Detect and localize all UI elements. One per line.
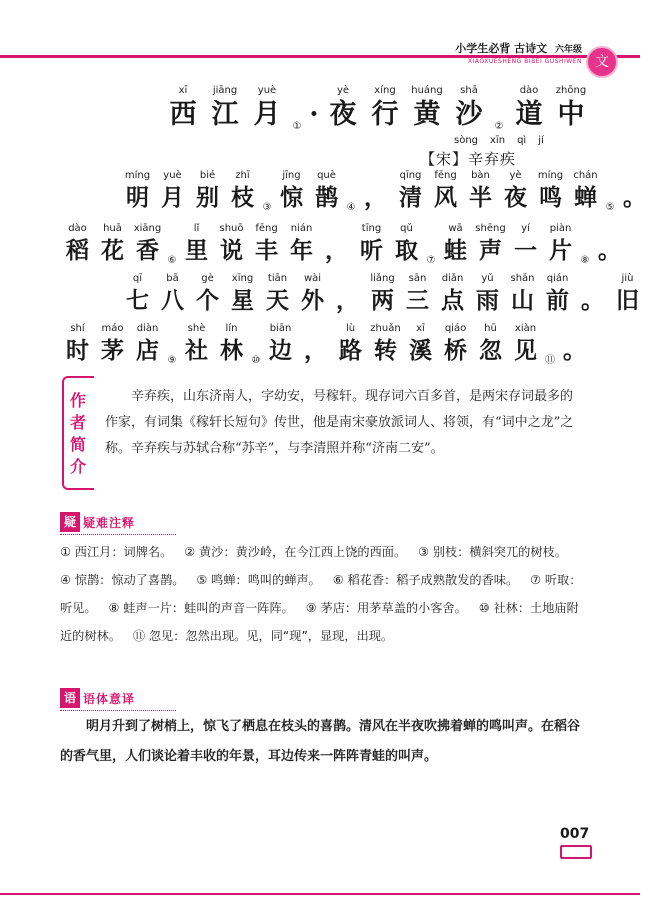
footnote-number: ⑩ — [251, 355, 261, 366]
hanzi: 月 — [161, 184, 184, 211]
hanzi: 蝉 — [574, 184, 597, 211]
hanzi: 风 — [434, 184, 457, 211]
poem-character — [60, 222, 95, 266]
hanzi: 行 — [371, 99, 399, 130]
poem-character — [284, 222, 319, 266]
note-item: ⑩ 社林：土地庙附近的树林。 — [60, 601, 579, 643]
hanzi: 忽 — [479, 337, 502, 364]
pinyin: zhōng — [555, 85, 587, 96]
pinyin: qiáo — [444, 323, 467, 334]
poem-character — [120, 169, 155, 213]
poem-character — [610, 272, 645, 316]
hanzi: 溪 — [409, 337, 432, 364]
pinyin: lǐ — [193, 223, 200, 234]
hanzi: 鹊 — [315, 184, 338, 211]
pinyin: fēng — [255, 223, 278, 234]
hanzi: 里 — [185, 237, 208, 264]
footnote-marker — [288, 107, 306, 132]
poem-character — [508, 84, 550, 132]
poem-character — [322, 84, 364, 132]
poem-punctuation — [298, 322, 333, 366]
header-badge-icon: 文 — [586, 46, 618, 78]
pinyin: xī — [416, 323, 425, 334]
poem-character — [155, 272, 190, 316]
hanzi: 。 — [581, 287, 604, 314]
pinyin: jiāng — [212, 85, 238, 96]
hanzi: 社 — [185, 337, 208, 364]
poem-character — [95, 322, 130, 366]
note-item: ⑨ 茅店：用茅草盖的小客舍。 — [305, 601, 467, 615]
pinyin: yǔ — [481, 273, 494, 284]
poem-author — [420, 135, 544, 169]
poem-character — [190, 272, 225, 316]
poem-character — [463, 169, 498, 213]
footnote-marker — [165, 341, 179, 366]
pinyin: shēng — [475, 223, 506, 234]
pinyin: yí — [521, 223, 530, 234]
hanzi: ， — [364, 184, 387, 211]
page-number-deco — [560, 845, 592, 859]
hanzi: 外 — [301, 287, 324, 314]
footnote-number: ② — [494, 121, 504, 132]
notes-divider — [60, 533, 176, 535]
footnote-marker — [165, 241, 179, 266]
title-separator — [306, 84, 322, 132]
pinyin: tīng — [361, 223, 382, 234]
pinyin: hū — [484, 323, 497, 334]
pinyin: xiàn — [514, 323, 537, 334]
note-item: ⑧ 蛙声一片：蛙叫的声音一阵阵。 — [108, 601, 294, 615]
pinyin: bàn — [471, 170, 490, 181]
translation-icon: 语 — [60, 688, 80, 708]
pinyin: dào — [68, 223, 87, 234]
poem-punctuation — [330, 272, 365, 316]
pinyin: wā — [448, 223, 463, 234]
pinyin: qī — [132, 273, 143, 284]
pinyin: shā — [460, 85, 478, 96]
note-item: ② 黄沙：黄沙岭，在今江西上饶的西面。 — [184, 545, 407, 559]
footnote-marker — [543, 337, 557, 366]
notes-list — [60, 538, 588, 650]
pinyin: diǎn — [441, 273, 464, 284]
pinyin: zhuǎn — [370, 323, 401, 334]
hanzi: 取 — [395, 237, 418, 264]
pinyin: míng — [124, 170, 151, 181]
author-pinyin-syllable: qì — [517, 135, 527, 146]
footnote-marker — [603, 188, 617, 213]
hanzi: 两 — [371, 287, 394, 314]
pinyin: tiān — [267, 273, 288, 284]
hanzi: 沙 — [455, 99, 483, 130]
note-item: ③ 别枝：横斜突兀的树枝。 — [418, 545, 567, 559]
footnote-marker — [424, 241, 438, 266]
header-title: 小学生必背 古诗文 六年级 — [455, 42, 582, 55]
pinyin: bié — [199, 170, 216, 181]
hanzi: 三 — [406, 287, 429, 314]
poem-character — [533, 169, 568, 213]
hanzi: 见 — [514, 337, 537, 364]
hanzi: 路 — [339, 337, 362, 364]
hanzi: 片 — [549, 237, 572, 264]
pinyin: diàn — [136, 323, 159, 334]
translation-heading — [60, 688, 135, 708]
pinyin: nián — [290, 223, 313, 234]
pinyin: biān — [269, 323, 292, 334]
poem-character — [130, 222, 165, 266]
poem-line-1 — [120, 169, 652, 213]
pinyin: yè — [509, 170, 522, 181]
poem-character — [393, 169, 428, 213]
hanzi: 明 — [126, 184, 149, 211]
poem-character — [508, 322, 543, 366]
hanzi: 枝 — [231, 184, 254, 211]
poem-line-4 — [60, 322, 592, 366]
author-pinyin-syllable: sòng — [454, 135, 479, 146]
poem-title — [162, 84, 592, 132]
poem-character — [246, 84, 288, 132]
poem-punctuation — [319, 222, 354, 266]
footnote-number: ① — [292, 121, 302, 132]
author-intro-text: 辛弃疾，山东济南人，字幼安，号稼轩。现存词六百多首，是两宋存词最多的作家，有词集《稼轩长短句》传世，他是南宋豪放派词人、将领，有“词中之龙”之称。辛弃疾与苏轼合称“苏辛”，与李清照并称“济南二安”。 — [105, 389, 574, 456]
poem-character — [95, 222, 130, 266]
footnote-number: ⑧ — [580, 255, 590, 266]
notes-label: 疑难注释 — [83, 515, 136, 530]
poem-character — [438, 322, 473, 366]
hanzi: 中 — [557, 99, 585, 130]
pinyin: yuè — [163, 170, 182, 181]
poem-character — [368, 322, 403, 366]
pinyin: huáng — [411, 85, 443, 96]
poem-character — [473, 222, 508, 266]
hanzi: 天 — [266, 287, 289, 314]
pinyin: huā — [103, 223, 122, 234]
poem-character — [225, 272, 260, 316]
pinyin: yè — [336, 85, 350, 96]
hanzi: ， — [325, 237, 348, 264]
poem-character — [400, 272, 435, 316]
page-number: 007 — [560, 826, 590, 842]
hanzi: 丰 — [255, 237, 278, 264]
hanzi: 清 — [399, 184, 422, 211]
translation-text: 明月升到了树梢上，惊飞了栖息在枝头的喜鹊。清风在半夜吹拂着蝉的鸣叫声。在稻谷的香气里，人们谈论着丰收的年景，耳边传来一阵阵青蛙的叫声。 — [60, 719, 581, 764]
hanzi: 别 — [196, 184, 219, 211]
translation-label: 语体意译 — [83, 691, 136, 706]
poem-character — [274, 169, 309, 213]
poem-character — [225, 169, 260, 213]
poem-character — [543, 222, 578, 266]
poem-character — [473, 322, 508, 366]
hanzi: 鸣 — [539, 184, 562, 211]
poem-punctuation — [575, 272, 610, 316]
poem-punctuation — [557, 322, 592, 366]
hanzi: 说 — [220, 237, 243, 264]
notes-icon: 疑 — [60, 512, 80, 532]
hanzi: 西 — [169, 99, 197, 130]
hanzi: 时 — [66, 337, 89, 364]
pinyin: shí — [70, 323, 85, 334]
poem-punctuation — [617, 169, 652, 213]
pinyin: jiù — [621, 273, 634, 284]
poem-punctuation — [358, 169, 393, 213]
hanzi: 星 — [231, 287, 254, 314]
footnote-marker — [578, 241, 592, 266]
note-item: ⑤ 鸣蝉：鸣叫的蝉声。 — [196, 573, 321, 587]
pinyin: xíng — [374, 85, 396, 96]
author-intro-label: 作者简介 — [69, 391, 86, 476]
hanzi: 惊 — [280, 184, 303, 211]
poem-character — [550, 84, 592, 132]
hanzi: ， — [304, 337, 327, 364]
hanzi: 江 — [211, 99, 239, 130]
pinyin: xiāng — [133, 223, 162, 234]
pinyin: sān — [408, 273, 427, 284]
poem-character — [204, 84, 246, 132]
poem-character — [498, 169, 533, 213]
hanzi: 夜 — [329, 99, 357, 130]
pinyin: qǔ — [400, 223, 413, 234]
poem-character — [155, 169, 190, 213]
hanzi: 边 — [269, 337, 292, 364]
footnote-marker — [260, 188, 274, 213]
note-item: ⑥ 稻花香：稻子成熟散发的香味。 — [332, 573, 519, 587]
poem-punctuation — [592, 222, 627, 266]
footnote-number: ⑨ — [167, 355, 177, 366]
poem-character — [333, 322, 368, 366]
pinyin: piàn — [549, 223, 572, 234]
poem-character — [190, 169, 225, 213]
footnote-number: ⑪ — [545, 355, 555, 366]
author-pinyin — [454, 135, 544, 146]
hanzi: 八 — [161, 287, 184, 314]
poem-character — [403, 322, 438, 366]
hanzi: 雨 — [476, 287, 499, 314]
author-pinyin-syllable: jí — [538, 135, 544, 146]
footnote-number: ⑥ — [167, 255, 177, 266]
notes-heading — [60, 512, 135, 532]
pinyin: què — [317, 170, 336, 181]
pinyin: shè — [187, 323, 206, 334]
pinyin: yuè — [257, 85, 277, 96]
hanzi: 月 — [253, 99, 281, 130]
poem-character — [406, 84, 448, 132]
hanzi: 半 — [469, 184, 492, 211]
footnote-marker — [249, 341, 263, 366]
poem-character — [435, 272, 470, 316]
footnote-number: ④ — [346, 202, 356, 213]
hanzi: 黄 — [413, 99, 441, 130]
poem-character — [263, 322, 298, 366]
hanzi: 声 — [479, 237, 502, 264]
poem-character — [214, 222, 249, 266]
footnote-number: ③ — [262, 202, 272, 213]
poem-character — [249, 222, 284, 266]
poem-character — [448, 84, 490, 132]
poem-character — [389, 222, 424, 266]
poem-character — [540, 272, 575, 316]
separator-dot: · — [309, 99, 319, 130]
hanzi: 林 — [220, 337, 243, 364]
hanzi: 山 — [511, 287, 534, 314]
author-name: 【宋】辛弃疾 — [420, 150, 517, 168]
pinyin: xī — [178, 85, 188, 96]
hanzi: ， — [336, 287, 359, 314]
poem-character — [309, 169, 344, 213]
hanzi: 。 — [563, 337, 586, 364]
author-intro-emblem-icon — [60, 376, 94, 486]
pinyin: wài — [303, 273, 322, 284]
hanzi: 茅 — [101, 337, 124, 364]
pinyin: fēng — [434, 170, 457, 181]
hanzi: 转 — [374, 337, 397, 364]
hanzi: 。 — [598, 237, 621, 264]
hanzi: 听 — [360, 237, 383, 264]
pinyin: bā — [166, 273, 179, 284]
hanzi: 个 — [196, 287, 219, 314]
hanzi: 蛙 — [444, 237, 467, 264]
hanzi: 夜 — [504, 184, 527, 211]
poem-character — [438, 222, 473, 266]
hanzi: 道 — [515, 99, 543, 130]
footnote-number: ⑤ — [605, 202, 615, 213]
pinyin: lù — [345, 323, 356, 334]
pinyin: qīng — [399, 170, 422, 181]
pinyin: míng — [537, 170, 564, 181]
pinyin: máo — [101, 323, 124, 334]
hanzi: 七 — [126, 287, 149, 314]
poem-character — [364, 84, 406, 132]
poem-character — [214, 322, 249, 366]
hanzi: 香 — [136, 237, 159, 264]
hanzi: 一 — [514, 237, 537, 264]
hanzi: 前 — [546, 287, 569, 314]
pinyin: gè — [201, 273, 214, 284]
translation-divider — [60, 709, 176, 711]
poem-character — [179, 222, 214, 266]
poem-character — [120, 272, 155, 316]
author-pinyin-syllable: xīn — [490, 135, 506, 146]
pinyin: chán — [573, 170, 598, 181]
hanzi: 。 — [623, 184, 646, 211]
hanzi: 店 — [136, 337, 159, 364]
footnote-marker — [344, 188, 358, 213]
pinyin: liǎng — [370, 273, 395, 284]
pinyin: zhī — [235, 170, 250, 181]
note-item: ④ 惊鹊：惊动了喜鹊。 — [60, 573, 185, 587]
pinyin: xīng — [231, 273, 254, 284]
poem-character — [354, 222, 389, 266]
poem-character — [60, 322, 95, 366]
pinyin: shuō — [219, 223, 244, 234]
pinyin: qián — [546, 273, 569, 284]
note-item: ⑪ 忽见：忽然出现。见，同“现”，显现，出现。 — [132, 629, 394, 643]
poem-character — [295, 272, 330, 316]
pinyin: dào — [519, 85, 539, 96]
poem-character — [260, 272, 295, 316]
hanzi: 桥 — [444, 337, 467, 364]
hanzi: 点 — [441, 287, 464, 314]
hanzi: 旧 — [616, 287, 639, 314]
poem-character — [179, 322, 214, 366]
poem-character — [162, 84, 204, 132]
poem-character — [428, 169, 463, 213]
poem-character — [130, 322, 165, 366]
bottom-rule — [0, 893, 640, 895]
hanzi: 稻 — [66, 237, 89, 264]
poem-line-2 — [60, 222, 627, 266]
poem-character — [470, 272, 505, 316]
pinyin: jīng — [282, 170, 301, 181]
hanzi: 年 — [290, 237, 313, 264]
hanzi: 花 — [101, 237, 124, 264]
note-item: ⑦ 听取：听见。 — [60, 573, 582, 615]
footnote-marker — [490, 107, 508, 132]
footnote-number: ⑦ — [426, 255, 436, 266]
pinyin: lín — [225, 323, 238, 334]
poem-line-3 — [120, 272, 645, 316]
poem-character — [508, 222, 543, 266]
poem-character — [568, 169, 603, 213]
header-pinyin: XIAOXUESHENG BIBEI GUSHIWEN — [468, 58, 582, 65]
pinyin: shān — [510, 273, 535, 284]
poem-character — [505, 272, 540, 316]
note-item: ① 西江月：词牌名。 — [60, 545, 173, 559]
poem-character — [365, 272, 400, 316]
